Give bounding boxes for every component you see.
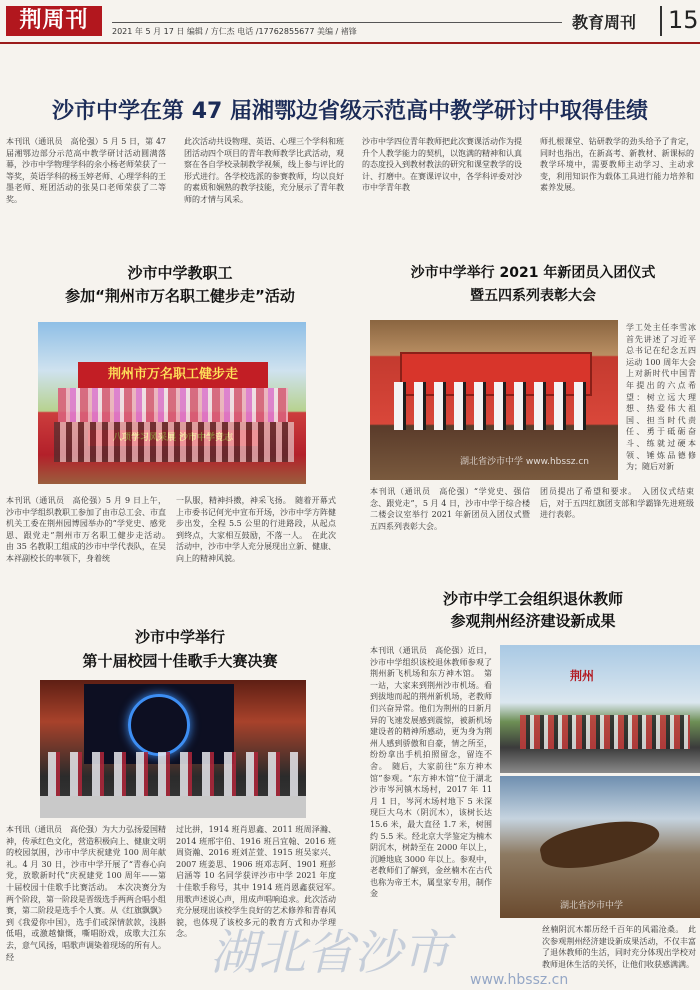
union-wood-trunk xyxy=(537,812,663,876)
singer-title-1: 沙市中学举行 xyxy=(134,628,225,646)
league-side-col: 学工处主任李雪冰首先讲述了习近平总书记在纪念五四运动 100 周年大会上对新时代中国青年提出的六点希望：树立远大理想、热爱伟大祖国、担当时代责任、勇于砥砺奋斗、练就过硬本领、锤炼品德修为；随后对新 xyxy=(626,323,696,472)
league-title-2: 暨五四系列表彰大会 xyxy=(470,288,596,304)
masthead-info: 2021 年 5 月 17 日 编辑 / 方仁杰 电话 /17762855677 美编 / 褚锋 xyxy=(112,27,357,36)
union-photo-airport xyxy=(500,645,700,773)
bottom-watermark: 湖北省沙市 xyxy=(210,925,451,981)
union-airport-sign: 荆州 xyxy=(570,669,595,683)
masthead-logo: 荆周刊 xyxy=(6,6,102,36)
singer-col-2: 过比拼，1914 班肖恩鑫、2011 班周泽瀚、2014 班邢宇伯、1916 班吕宜翰、2016 班周资瀚、2016 班刘芷萱、1915 班吴家兴、2007 班姜思、1906 班邓志阿、1901 班彭启涵等 10 名同学获评沙市中学 2021 年度十佳歌手称号，其中 1914 班肖恩鑫获冠军。 用歌声述说心声，用成声唱响追求。此次活动充分展现出该校学生良好的艺术修养和青春风貌，也体现了该校多元的教育方式和办学理念。 xyxy=(176,825,344,939)
union-title-1: 沙市中学工会组织退休教师 xyxy=(442,590,623,608)
walk-crowd xyxy=(58,388,288,422)
walk-photo xyxy=(38,322,306,484)
union-watermark: 湖北省沙市中学 xyxy=(560,901,624,911)
walk-crowd-legs xyxy=(54,422,294,462)
walk-col-2: 一队服，精神抖擞，神采飞扬。 随着开幕式上市委书记何光中宣布开场，沙市中学方阵健步出发，全程 5.5 公里的行进路段，从起点到终点，大家相互鼓励，不落一人。 在此次活动中，沙市中学人充分展现出立新、健康、向上的精神风貌。 xyxy=(176,496,336,563)
league-photo xyxy=(370,320,618,480)
league-col-1: 本刊讯（通讯员 高伦强）“学党史、强信念、跟党走”，5 月 4 日，沙市中学于综合楼二楼会议室举行 2021 年新团员入团仪式暨五四系列表彰大会。 xyxy=(370,487,530,531)
singer-screen-logo xyxy=(128,694,190,756)
section-name: 教育周刊 xyxy=(572,13,637,32)
union-col-1: 本刊讯（通讯员 高伦强）近日，沙市中学组织该校退休教师参观了荆州新飞机场和东方神木馆。 第一站，大家来到荆州沙市机场。看到拔地而起的荆州新机场，老教师们兴奋异常。他们为荆州的日新月异的飞速发展感到震惊，被新机场建设者的精神所感动，更为身为荆州人感到骄傲和自豪，情之所至，纷纷拿出手机拍照留念，留连不舍。 随后，大家前往“东方神木馆”参观。“东方神木馆”位于湖北沙市岑河镇木场村，2017 年 11 月 1 日，岑河木场村地下 5 米深现巨大乌木（阴沉木），该树长达 15.6 米，最大直径 1.7 米，树围约 5.5 米。经北京大学鉴定为楠木阴沉木，树龄至在 2000 年以上，沉睡地底 3000 年以上。参观中，老教师们了解到，金丝楠木在古代也称为帝王木，属皇家专用，制作金 xyxy=(370,646,492,899)
masthead-bottom-rule xyxy=(0,42,700,44)
singer-title-2: 第十届校园十佳歌手大赛决赛 xyxy=(82,652,278,670)
singer-col-1: 本刊讯（通讯员 高伦强）为大力弘扬爱国精神，传承红色文化，营造积极向上、健康文明的校园氛围，沙市中学庆祝建党 100 周年献礼。4 月 30 日，沙市中学开展了“青春心向党，放歌新时代”庆祝建党 100 周年——第十届校园十佳歌手比赛活动。 本次决赛分为两个阶段，第一阶段是晋级选手两两合唱小组赛，第二阶段是选手个人赛。从《红旗飘飘》到《我爱你中国》，选手们或深情款款，浅斟低唱，或激越慷慨，嘶唱盼戏，成歌大江东去，意气风扬，唱歌声调染着现场的所有人。经 xyxy=(6,825,166,962)
union-photo-wood xyxy=(500,776,700,918)
page-number: 15 xyxy=(668,6,699,34)
union-col-2: 丝楠阴沉木都历经千百年的风霜沧桑。 此次参观荆州经济建设新成果活动，不仅丰富了退休教师的生活，同时充分体现出学校对教师退休生活的关怀，让他们收获感满满。 xyxy=(542,925,696,969)
main-headline: 沙市中学在第 47 届湘鄂边省级示范高中教学研讨中取得佳绩 xyxy=(52,99,648,124)
singer-photo xyxy=(40,680,306,818)
bottom-watermark-site: www.hbssz.cn xyxy=(470,972,569,988)
lead-col-3: 沙市中学四位青年教师把此次赛课活动作为提升个人教学能力的契机，以饱满的精神和认真的态度投入到教材教法的研究和课堂教学的设计、打磨中。在赛课评议中，各学科评委对沙市中学青年教 xyxy=(362,137,522,193)
walk-title-2: 参加“荆州市万名职工健步走”活动 xyxy=(65,287,295,305)
masthead-rule xyxy=(112,22,562,23)
singer-stage-floor xyxy=(40,796,306,818)
singer-performers xyxy=(48,752,298,796)
league-watermark: 湖北省沙市中学 www.hbssz.cn xyxy=(460,457,590,467)
walk-banner: 荆州市万名职工健步走 xyxy=(78,362,268,388)
league-title-1: 沙市中学举行 2021 年新团员入团仪式 xyxy=(410,265,656,281)
union-title-2: 参观荆州经济建设新成果 xyxy=(450,612,616,630)
league-students xyxy=(394,382,594,430)
lead-col-1: 本刊讯（通讯员 高伦强）5 月 5 日，第 47 届湘鄂边部分示范高中教学研讨活动圆满落幕，沙市中学物理学科的余小杨老师荣获了一等奖，英语学科的杨玉婷老师、心理学科的王墨老师、班团活动的张昊口老师荣获了二等奖。 xyxy=(6,137,166,204)
lead-col-2: 此次活动共设物理、英语、心理三个学科和班团活动四个项目的青年教师教学比武活动，观察在各自学校录制教学视频，线上参与评比的形式进行。各学校选派的参赛教师，均以良好的素质和娴熟的教学技能，充分展示了青年教师的才情与风采。 xyxy=(184,137,344,204)
walk-col-1: 本刊讯（通讯员 高伦强）5 月 9 日上午，沙市中学组织教职工参加了由市总工会、市直机关工委在荆州园博园举办的“学党史、感党恩、跟党走”荆州市万名职工健步走活动。 由 35 名教职工组成的沙市中学代表队，在吴本祥副校长的率领下，身着统 xyxy=(6,496,174,563)
lead-col-4: 师扎根课堂、钻研教学的劲头给予了肯定，同时也指出，在新高考、新教材、新课标的教学环境中，需要教师主动学习、主动求变，利用知识作为载体工具进行能力培养和素养发展。 xyxy=(540,137,694,193)
walk-title-1: 沙市中学教职工 xyxy=(127,264,233,282)
union-group xyxy=(520,715,690,749)
league-col-2: 团员提出了希望和要求。 入团仪式结束后，对于五四红旗团支部和学霸锋先进班级进行表彰。 xyxy=(540,487,694,520)
page-divider xyxy=(660,6,662,36)
